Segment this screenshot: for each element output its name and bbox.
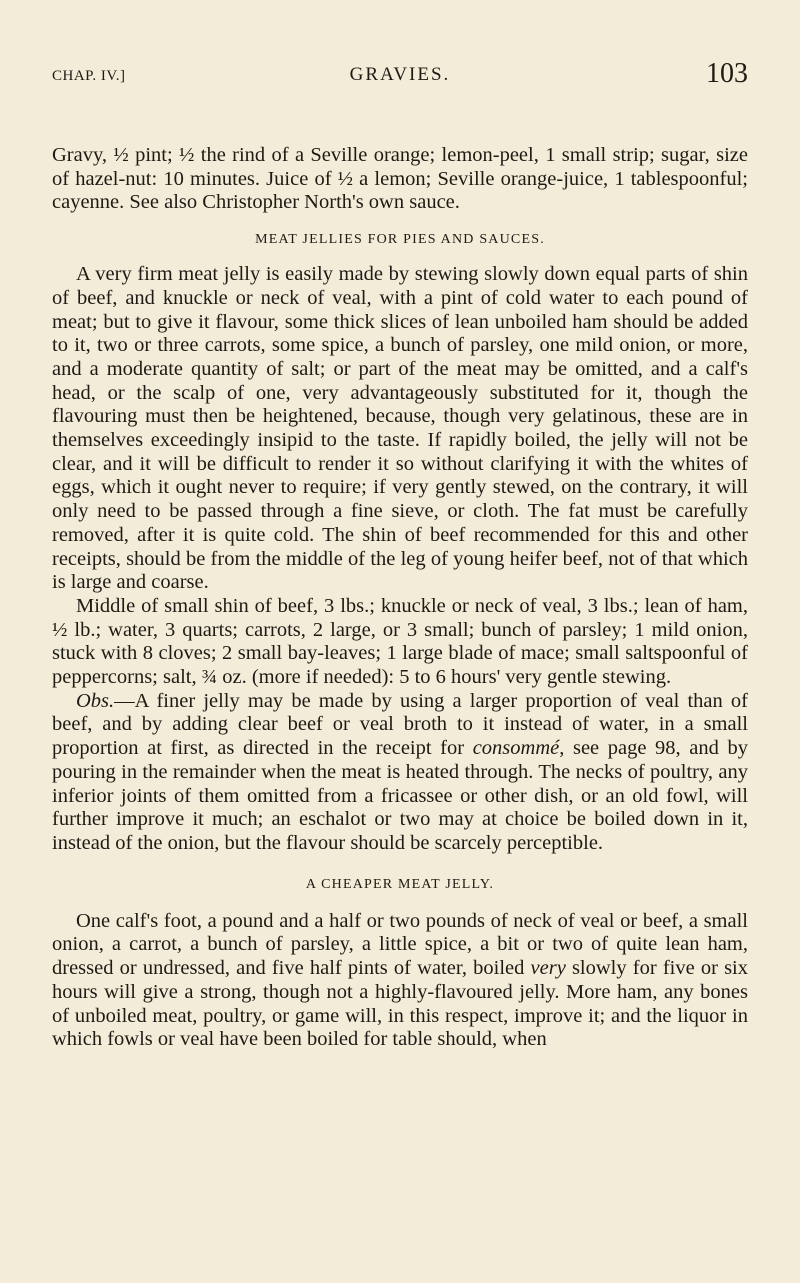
meat-jelly-ingredients: Middle of small shin of beef, 3 lbs.; knuckle or neck of veal, 3 lbs.; lean of ham, ½ lb.; water, 3 quarts; carrots, 2 large, or 3 small; bunch of parsley; 1 mild onion, stuck with 8 cloves; 2 small bay-leaves; 1 large blade of mace; small saltspoonful of peppercorns; salt, ¾ oz. (more if needed): 5 to 6 hours' very gentle stewing. (52, 594, 748, 689)
obs-text-a: —A finer jelly may be made by using a larger proportion of veal than of beef, and by adding clear beef or veal broth to it instead of water, in a small proportion at first, as directed in the receipt for (52, 689, 748, 760)
meat-jelly-observation (52, 690, 748, 856)
cheaper-text-b: slowly for five or six hours will give a strong, though not a highly-flavoured jelly. More ham, any bones of unboiled meat, poultry, or game will, in this respect, improve it; and the liquor in which fowls or veal have been boiled for table should, when (52, 957, 748, 1051)
meat-jelly-paragraph: A very firm meat jelly is easily made by stewing slowly down equal parts of shin of beef, and knuckle or neck of veal, with a pint of cold water to each pound of meat; but to give it flavour, some thick slices of lean unboiled ham should be added to it, two or three carrots, some spice, a bunch of parsley, one mild onion, or more, and a moderate quantity of salt; or part of the meat may be omitted, and a calf's head, or the scalp of one, very advantageously substituted for it, though the flavouring must then be heightened, because, though very gelatinous, these are in themselves exceedingly insipid to the taste. If rapidly boiled, the jelly will not be clear, and it will be difficult to render it so without clarifying it with the whites of eggs, which it ought never to require; if very gently stewed, on the contrary, it will only need to be passed through a fine sieve, or cloth. The fat must be carefully removed, after it is quite cold. The shin of beef recommended for this and other receipts, should be from the middle of the leg of young heifer beef, not of that which is large and coarse. (52, 263, 748, 594)
cheaper-italic-very: very (530, 957, 566, 980)
running-title: GRAVIES. (349, 64, 451, 85)
section-heading-meat-jellies: MEAT JELLIES FOR PIES AND SAUCES. (255, 232, 545, 248)
section-heading-cheaper-jelly: A CHEAPER MEAT JELLY. (305, 876, 495, 892)
cheaper-jelly-paragraph (52, 910, 748, 1052)
intro-paragraph: Gravy, ½ pint; ½ the rind of a Seville orange; lemon-peel, 1 small strip; sugar, size of hazel-nut: 10 minutes. Juice of ½ a lemon; Seville orange-juice, 1 tablespoonful; cayenne. See also Christopher North's own sauce. (52, 144, 748, 214)
body-text (52, 144, 748, 1052)
running-head (52, 58, 748, 98)
cheaper-text-a: One calf's foot, a pound and a half or two pounds of neck of veal or beef, a small onion, a carrot, a bunch of parsley, a little spice, a bit or two of quite lean ham, dressed or undressed, and five half pints of water, boiled (52, 909, 748, 980)
page-number: 103 (706, 58, 748, 89)
obs-text-b: , see page 98, and by pouring in the remainder when the meat is heated through. The necks of poultry, any inferior joints of them omitted from a fricassee or other dish, or an old fowl, will further improve it much; an eschalot or two may at choice be boiled down in it, instead of the onion, but the flavour should be scarcely perceptible. (52, 737, 748, 854)
obs-label: Obs. (76, 689, 115, 712)
chapter-marker: CHAP. IV.] (52, 68, 126, 84)
obs-italic-consomme: consommé (472, 737, 560, 760)
